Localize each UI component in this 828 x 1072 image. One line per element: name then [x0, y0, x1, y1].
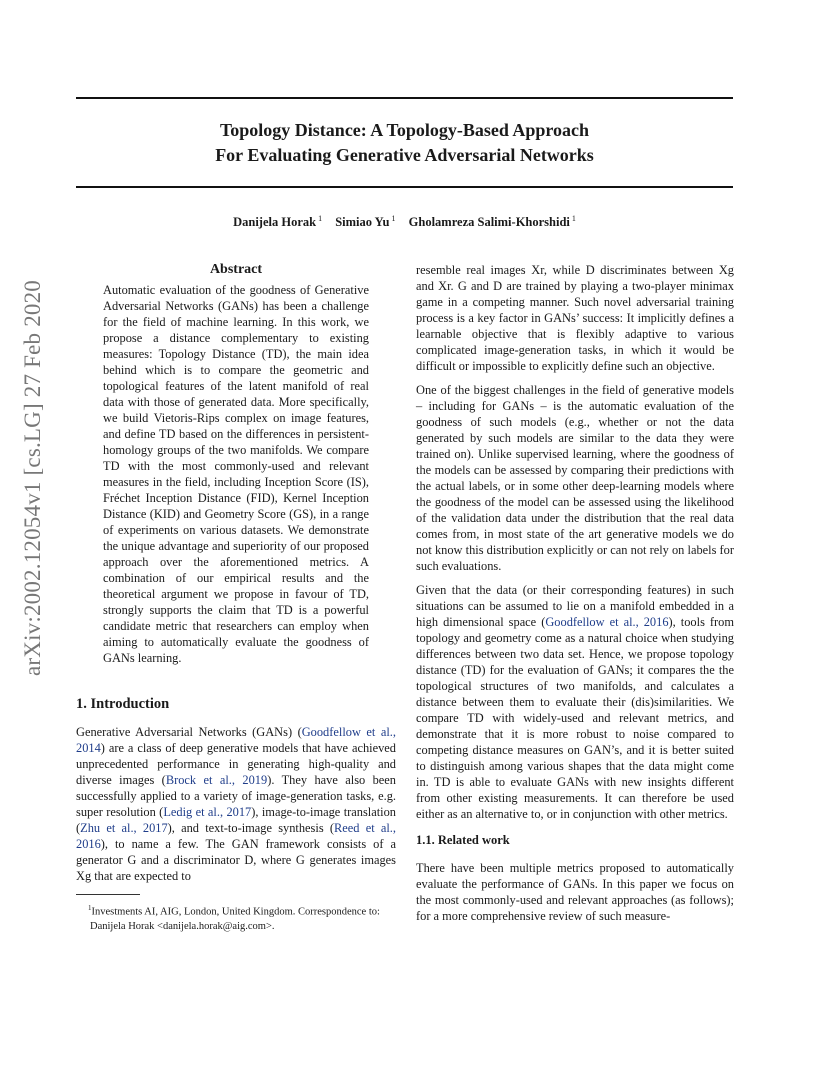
- footnote-rule: [76, 894, 140, 895]
- intro-paragraph-1: Generative Adversarial Networks (GANs) (Goodfellow et al., 2014) are a class of deep generative models that have achieved unprecedented performance in generating high-quality and diverse images (Brock et al., 2019). They have also been successfully applied to a variety of image-generation tasks, e.g. super resolution (Ledig et al., 2017), image-to-image translation (Zhu et al., 2017), and text-to-image synthesis (Reed et al., 2016), to name a few. The GAN framework consists of a generator G and a discriminator D, where G generates images Xg that are expected to: [76, 725, 397, 883]
- title-line-2: For Evaluating Generative Adversarial Networks: [215, 145, 594, 165]
- intro-paragraph-2: One of the biggest challenges in the field of generative models – including for GANs – is the automatic evaluation of the goodness of such models (e.g., whether or not the data generated by such models are similar to the data they were trained on). Unlike supervised learning, where the goodness of the models can be assessed by comparing their predictions with the actual labels, or in some other deep-learning models where the goodness of the model can be assessed using the likelihood of the validation data under the distribution that the real data comes from, in most state of the art generative models we do not know this distribution explicitly or can not rely on labels for such evaluations.: [416, 383, 734, 573]
- author: Simiao Yu $^1$: [335, 214, 396, 230]
- title-bottom-rule: [76, 186, 733, 188]
- citation-link[interactable]: Reed et al., 2016: [76, 821, 396, 851]
- related-paragraph-1: There have been multiple metrics proposed to automatically evaluate the performance of GANs. In this paper we focus on the most commonly-used and relevant approaches (as follows); for a more comprehensive review of such measure-: [416, 861, 734, 923]
- citation-link[interactable]: Zhu et al., 2017: [80, 821, 168, 835]
- citation-link[interactable]: Goodfellow et al., 2014: [76, 725, 396, 755]
- intro-paragraph-3: Given that the data (or their corresponding features) in such situations can be assumed to lie on a manifold embedded in a high dimensional space (Goodfellow et al., 2016), tools from topology and geometry come as a natural choice when studying differences between two data set. Hence, we propose topology distance (TD) for the evaluation of GANs; it compares the the topological structures of two manifolds, and calculates a distance between them to evaluate their (dis)similarities. We compare TD with widely-used and relevant metrics, and demonstrate that it is more robust to noise compared to competing distance measures on GAN’s, and it is better suited to distinguish among various shapes that the data might come in. TD is able to evaluate GANs with new insights different from other existing measurements. It can therefore be used either as an alternative to, or in conjunction with other metrics.: [416, 583, 735, 821]
- paper-title: [76, 118, 733, 168]
- intro-paragraph-1-continued: resemble real images Xr, while D discriminates between Xg and Xr. G and D are trained by playing a two-player minimax game in a competing manner. Such novel adversarial training process is a key factor in GANs’ success: It implicitly defines a learnable objective that is flexibly adaptive to various complicated image-generation tasks, in which it would be difficult or impossible to explicitly define such an objective.: [416, 263, 734, 373]
- abstract-heading: Abstract: [209, 262, 263, 277]
- affiliation-footnote: $^1$Investments AI, AIG, London, United Kingdom. Correspondence to: Danijela Horak <danijela.horak@aig.com>.: [88, 904, 380, 932]
- abstract-text: Automatic evaluation of the goodness of Generative Adversarial Networks (GANs) has been a challenge for the field of machine learning. In this work, we propose a distance complementary to existing measures: Topology Distance (TD), the main idea behind which is to compare the geometric and topological features of the latent manifold of real data with those of generated data. More specifically, we build Vietoris-Rips complex on image features, and define TD based on the differences in persistent-homology groups of the two manifolds. We compare TD with the most commonly-used and relevant measures in the field, including Inception Score (IS), Fréchet Inception Distance (FID), Kernel Inception Distance (KID) and Geometry Score (GS), in a range of experiments on various datasets. We demonstrate the unique advantage and superiority of our proposed approach over the aforementioned metrics. A combination of our empirical results and the theoretical argument we propose in favour of TD, strongly supports the claim that TD is a powerful candidate metric that researchers can employ when aiming to automatically evaluate the goodness of GANs learning.: [103, 283, 369, 665]
- author-list: [76, 214, 733, 230]
- citation-link[interactable]: Ledig et al., 2017: [163, 805, 252, 819]
- section-heading-introduction: 1. Introduction: [76, 696, 170, 712]
- author: Danijela Horak $^1$: [233, 214, 323, 230]
- citation-link[interactable]: Brock et al., 2019: [165, 773, 268, 787]
- subsection-heading-related-work: 1.1. Related work: [416, 833, 510, 847]
- title-top-rule: [76, 97, 733, 99]
- title-line-1: Topology Distance: A Topology-Based Approach: [219, 120, 590, 140]
- author: Gholamreza Salimi-Khorshidi $^1$: [408, 214, 576, 230]
- citation-link[interactable]: Goodfellow et al., 2016: [545, 615, 669, 629]
- right-column: [416, 262, 734, 932]
- left-column: [76, 262, 396, 934]
